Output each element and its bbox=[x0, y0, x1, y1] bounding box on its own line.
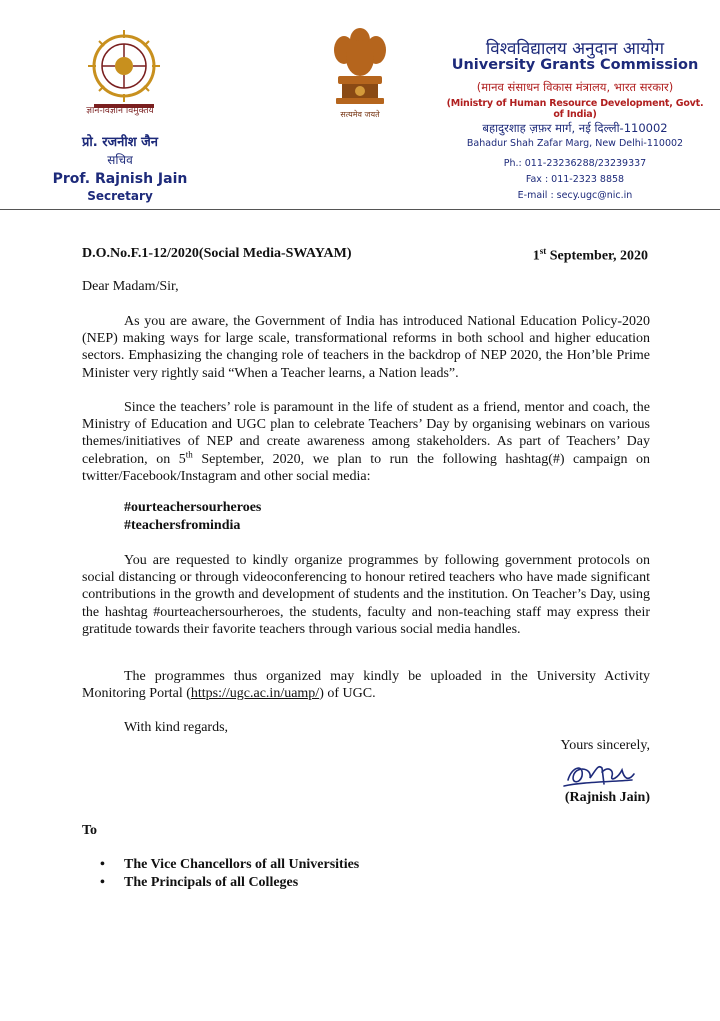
regards: With kind regards, bbox=[124, 720, 229, 735]
ugc-logo-motto: ज्ञान-विज्ञान विमुक्तये bbox=[86, 106, 154, 116]
national-emblem-icon bbox=[326, 22, 394, 122]
list-item bbox=[100, 856, 359, 874]
ministry-name: (Ministry of Human Resource Development, Govt. of India) bbox=[446, 98, 704, 120]
bullet-icon: • bbox=[100, 857, 105, 872]
letterhead-divider bbox=[0, 209, 720, 210]
paragraph-teachers-day-text-a: Since the teachers’ role is paramount in the life of student as a friend, mentor and coach, the Ministry of Education and UGC plan to celebrate Teachers’ Day by organising webinars on various themes/initiatives of NEP and create awareness among stakeholders. As part of Teachers’ Day celebration, on 5 bbox=[82, 400, 650, 467]
recipient-list bbox=[100, 856, 359, 892]
date-suffix: st bbox=[539, 246, 547, 256]
email-address: E-mail : secy.ugc@nic.in bbox=[517, 190, 633, 201]
paragraph-teachers-day-text-b: September, 2020, we plan to run the following hashtag(#) campaign on twitter/Facebook/Instagram and other social media: bbox=[82, 451, 651, 484]
paragraph-upload bbox=[82, 668, 650, 702]
secretary-title-hindi: सचिव bbox=[107, 153, 133, 167]
signatory-name: (Rajnish Jain) bbox=[564, 790, 650, 805]
letter-date bbox=[520, 246, 648, 265]
secretary-name-hindi: प्रो. रजनीश जैन bbox=[81, 135, 158, 150]
uamp-portal-link[interactable]: https://ugc.ac.in/uamp/ bbox=[190, 686, 320, 702]
paragraph-programmes: You are requested to kindly organize programmes by following government protocols on social distancing or through videoconferencing to honour retired teachers who have made significant contributions in the growth and development of students and the institution. On Teacher’s Day, using the hashtag #ourteachersourheroes, the students, faculty and non-teaching staff may express their gratitude towards their favorite teachers through various social media handles. bbox=[82, 553, 650, 637]
phone-number: Ph.: 011-23236288/23239337 bbox=[503, 158, 647, 169]
salutation: Dear Madam/Sir, bbox=[82, 279, 179, 294]
secretary-name: Prof. Rajnish Jain bbox=[52, 171, 188, 187]
ministry-hindi: (मानव संसाधन विकास मंत्रालय, भारत सरकार) bbox=[476, 80, 674, 94]
hashtag-list bbox=[124, 499, 261, 534]
org-name: University Grants Commission bbox=[451, 57, 699, 73]
address: Bahadur Shah Zafar Marg, New Delhi-110002 bbox=[466, 138, 684, 149]
recipient: The Vice Chancellors of all Universities bbox=[124, 857, 360, 872]
fax-number: Fax : 011-2323 8858 bbox=[525, 174, 625, 185]
secretary-title: Secretary bbox=[87, 189, 153, 203]
hashtag: #ourteachersourheroes bbox=[124, 500, 262, 515]
reference-number: D.O.No.F.1-12/2020(Social Media-SWAYAM) bbox=[82, 246, 352, 261]
hashtag: #teachersfromindia bbox=[124, 517, 241, 533]
closing: Yours sincerely, bbox=[560, 738, 650, 753]
recipient: The Principals of all Colleges bbox=[124, 875, 299, 890]
paragraph-nep: As you are aware, the Government of India has introduced National Education Policy-2020 (NEP) making ways for large scale, transformational reforms in both school and higher education sectors. Emphasizing the changing role of teachers in the backdrop of NEP 2020, the Hon’ble Prime Minister very rightly said “When a Teacher learns, a Nation leads”. bbox=[82, 314, 650, 381]
signature-icon bbox=[562, 756, 642, 792]
date-rest: September, 2020 bbox=[546, 248, 648, 264]
to-label: To bbox=[82, 823, 98, 838]
paragraph-teachers-day bbox=[82, 399, 650, 485]
address-hindi: बहादुरशाह ज़फ़र मार्ग, नई दिल्ली-110002 bbox=[482, 121, 668, 135]
ordinal-suffix: th bbox=[185, 448, 193, 459]
paragraph-upload-text-b: ) of UGC. bbox=[319, 686, 376, 702]
list-item bbox=[100, 874, 359, 892]
date-day: 1 bbox=[532, 248, 540, 264]
emblem-motto: सत्यमेव जयते bbox=[340, 110, 380, 119]
org-name-hindi: विश्वविद्यालय अनुदान आयोग bbox=[485, 39, 665, 59]
bullet-icon: • bbox=[100, 875, 105, 890]
paragraph-upload-text-a: The programmes thus organized may kindly be uploaded in the University Activity Monitoring Portal ( bbox=[82, 669, 650, 702]
